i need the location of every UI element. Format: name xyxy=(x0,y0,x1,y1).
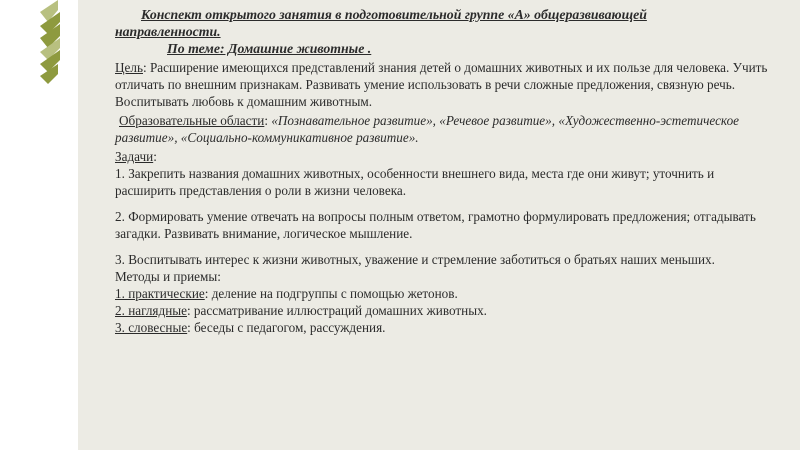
goal-label: Цель xyxy=(115,60,143,75)
slide-page xyxy=(78,0,780,450)
tasks-colon: : xyxy=(153,149,157,164)
title-line-1: Конспект открытого занятия в подготовительной группе «А» общеразвивающей xyxy=(141,7,647,22)
title-line-2: направленности. xyxy=(115,24,221,39)
document-topic xyxy=(115,40,775,57)
method1-text: : деление на подгруппы с помощью жетонов. xyxy=(204,286,458,301)
areas-paragraph xyxy=(115,112,775,146)
method2-label: 2. наглядные xyxy=(115,303,187,318)
areas-label: Образовательные области xyxy=(119,113,265,128)
areas-text: «Познавательное развитие», «Речевое развитие», «Художественно-эстетическое развитие», «Социально-коммуникативное развитие». xyxy=(115,113,740,145)
topic-text: По теме: Домашние животные . xyxy=(167,41,372,56)
method-item-1 xyxy=(115,285,775,302)
method-item-2 xyxy=(115,302,775,319)
goal-paragraph xyxy=(115,59,775,110)
goal-text: : Расширение имеющихся представлений знания детей о домашних животных и их пользе для человека. Учить отличать по внешним признакам. Развивать умение использовать в речи сложные предложения, связную речь. Воспитывать любовь к домашним животным. xyxy=(115,60,768,109)
arrow-shape-icon xyxy=(40,0,60,84)
method-item-3 xyxy=(115,319,775,336)
method1-label: 1. практические xyxy=(115,286,205,301)
methods-title: Методы и приемы: xyxy=(115,269,221,284)
tasks-heading xyxy=(115,148,775,165)
areas-separator: : xyxy=(264,113,272,128)
method2-text: : рассматривание иллюстраций домашних животных. xyxy=(186,303,487,318)
document-title-cont xyxy=(115,23,775,40)
document-title xyxy=(115,6,775,23)
method3-text: : беседы с педагогом, рассуждения. xyxy=(187,320,386,335)
task-item-1: 1. Закрепить названия домашних животных, особенности внешнего вида, места где они живут; уточнить и расширить представления о роли в жизни человека. xyxy=(115,166,715,198)
task-item-3: 3. Воспитывать интерес к жизни животных, уважение и стремление заботиться о братьях наших меньших. xyxy=(115,252,715,267)
tasks-label: Задачи xyxy=(115,149,154,164)
decorative-arrow-stack xyxy=(0,0,78,450)
task-item-2: 2. Формировать умение отвечать на вопросы полным ответом, грамотно формулировать предложения; отгадывать загадки. Развивать внимание, логическое мышление. xyxy=(115,209,756,241)
document-body xyxy=(115,6,775,336)
method3-label: 3. словесные xyxy=(115,320,188,335)
